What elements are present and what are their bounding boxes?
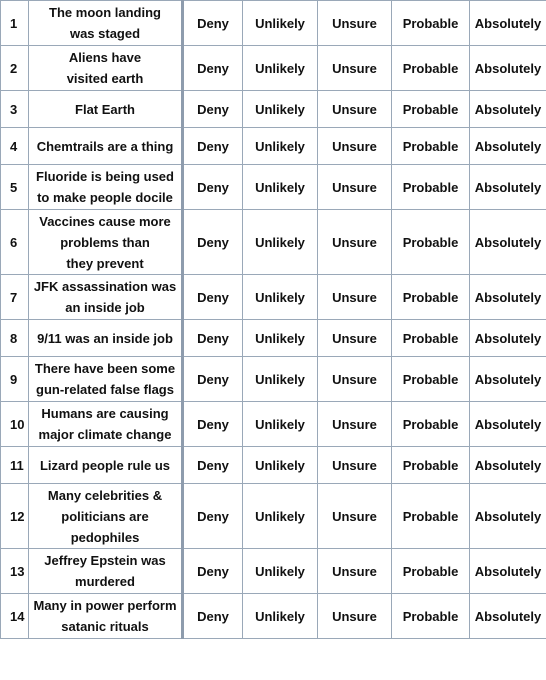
option-absolutely[interactable]: Absolutely xyxy=(470,484,546,549)
option-deny[interactable]: Deny xyxy=(183,549,243,594)
statement-line: gun-related false flags xyxy=(36,382,174,397)
statement-line: Jeffrey Epstein was xyxy=(44,553,166,568)
statement-line: 9/11 was an inside job xyxy=(37,330,173,346)
option-probable[interactable]: Probable xyxy=(392,165,470,210)
option-probable[interactable]: Probable xyxy=(392,320,470,357)
statement-cell xyxy=(29,1,183,46)
option-unsure[interactable]: Unsure xyxy=(318,484,392,549)
option-unlikely[interactable]: Unlikely xyxy=(243,549,318,594)
option-deny[interactable]: Deny xyxy=(183,1,243,46)
option-unlikely[interactable]: Unlikely xyxy=(243,210,318,275)
statement-line: Fluoride is being used xyxy=(36,169,174,184)
option-probable[interactable]: Probable xyxy=(392,46,470,91)
statement-cell xyxy=(29,46,183,91)
statement-cell xyxy=(29,275,183,320)
option-unsure[interactable]: Unsure xyxy=(318,210,392,275)
option-unsure[interactable]: Unsure xyxy=(318,447,392,484)
statement-line: they prevent xyxy=(66,255,144,271)
option-absolutely[interactable]: Absolutely xyxy=(470,402,546,447)
option-deny[interactable]: Deny xyxy=(183,210,243,275)
statement-cell xyxy=(29,165,183,210)
option-unlikely[interactable]: Unlikely xyxy=(243,594,318,639)
table-row xyxy=(1,484,546,549)
option-probable[interactable]: Probable xyxy=(392,549,470,594)
option-unsure[interactable]: Unsure xyxy=(318,357,392,402)
option-probable[interactable]: Probable xyxy=(392,484,470,549)
option-deny[interactable]: Deny xyxy=(183,484,243,549)
option-probable[interactable]: Probable xyxy=(392,1,470,46)
table-row xyxy=(1,128,546,165)
statement-cell xyxy=(29,91,183,128)
option-unsure[interactable]: Unsure xyxy=(318,549,392,594)
option-absolutely[interactable]: Absolutely xyxy=(470,1,546,46)
option-deny[interactable]: Deny xyxy=(183,165,243,210)
table-row xyxy=(1,402,546,447)
row-number: 11 xyxy=(1,447,29,484)
option-unlikely[interactable]: Unlikely xyxy=(243,357,318,402)
statement-line: Many in power perform xyxy=(33,598,177,613)
option-unsure[interactable]: Unsure xyxy=(318,594,392,639)
table-row xyxy=(1,320,546,357)
option-absolutely[interactable]: Absolutely xyxy=(470,275,546,320)
option-absolutely[interactable]: Absolutely xyxy=(470,128,546,165)
statement-line: Lizard people rule us xyxy=(39,457,171,473)
row-number: 1 xyxy=(1,1,29,46)
option-unsure[interactable]: Unsure xyxy=(318,402,392,447)
option-unsure[interactable]: Unsure xyxy=(318,275,392,320)
table-row xyxy=(1,91,546,128)
option-unsure[interactable]: Unsure xyxy=(318,91,392,128)
option-probable[interactable]: Probable xyxy=(392,275,470,320)
option-absolutely[interactable]: Absolutely xyxy=(470,165,546,210)
row-number: 6 xyxy=(1,210,29,275)
option-unlikely[interactable]: Unlikely xyxy=(243,46,318,91)
statement-cell xyxy=(29,594,183,639)
option-deny[interactable]: Deny xyxy=(183,275,243,320)
option-probable[interactable]: Probable xyxy=(392,91,470,128)
table-row xyxy=(1,447,546,484)
table-row xyxy=(1,275,546,320)
statement-line: Many celebrities & xyxy=(47,487,163,503)
statement-line: was staged xyxy=(69,26,141,41)
option-deny[interactable]: Deny xyxy=(183,46,243,91)
option-absolutely[interactable]: Absolutely xyxy=(470,549,546,594)
option-unlikely[interactable]: Unlikely xyxy=(243,91,318,128)
option-deny[interactable]: Deny xyxy=(183,320,243,357)
statement-line: The moon landing xyxy=(49,5,161,20)
statement-line: Vaccines cause more xyxy=(39,213,171,229)
option-probable[interactable]: Probable xyxy=(392,128,470,165)
statement-line: politicians are xyxy=(61,508,149,524)
table-row xyxy=(1,46,546,91)
statement-line: visited earth xyxy=(66,71,144,86)
row-number: 13 xyxy=(1,549,29,594)
option-absolutely[interactable]: Absolutely xyxy=(470,91,546,128)
statement-line: murdered xyxy=(75,574,135,589)
row-number: 10 xyxy=(1,402,29,447)
row-number: 2 xyxy=(1,46,29,91)
option-unlikely[interactable]: Unlikely xyxy=(243,320,318,357)
option-unsure[interactable]: Unsure xyxy=(318,320,392,357)
row-number: 12 xyxy=(1,484,29,549)
option-probable[interactable]: Probable xyxy=(392,210,470,275)
statement-cell xyxy=(29,447,183,484)
statement-cell xyxy=(29,484,183,549)
option-absolutely[interactable]: Absolutely xyxy=(470,320,546,357)
row-number: 5 xyxy=(1,165,29,210)
statement-line: major climate change xyxy=(38,427,172,442)
statement-line: Chemtrails are a thing xyxy=(36,138,174,154)
option-unsure[interactable]: Unsure xyxy=(318,1,392,46)
row-number: 14 xyxy=(1,594,29,639)
option-unlikely[interactable]: Unlikely xyxy=(243,447,318,484)
option-absolutely[interactable]: Absolutely xyxy=(470,447,546,484)
option-unlikely[interactable]: Unlikely xyxy=(243,165,318,210)
statement-line: Humans are causing xyxy=(41,406,169,421)
statement-cell xyxy=(29,128,183,165)
statement-line: problems than xyxy=(60,234,150,250)
statement-cell xyxy=(29,210,183,275)
option-unlikely[interactable]: Unlikely xyxy=(243,275,318,320)
option-unsure[interactable]: Unsure xyxy=(318,128,392,165)
statement-line: satanic rituals xyxy=(61,619,149,634)
statement-line: pedophiles xyxy=(70,529,140,545)
option-absolutely[interactable]: Absolutely xyxy=(470,594,546,639)
table-row xyxy=(1,357,546,402)
statement-cell xyxy=(29,320,183,357)
table-row xyxy=(1,1,546,46)
row-number: 4 xyxy=(1,128,29,165)
row-number: 7 xyxy=(1,275,29,320)
statement-line: to make people docile xyxy=(37,190,173,205)
option-probable[interactable]: Probable xyxy=(392,357,470,402)
table-row xyxy=(1,594,546,639)
option-deny[interactable]: Deny xyxy=(183,357,243,402)
option-deny[interactable]: Deny xyxy=(183,447,243,484)
option-absolutely[interactable]: Absolutely xyxy=(470,46,546,91)
row-number: 3 xyxy=(1,91,29,128)
option-deny[interactable]: Deny xyxy=(183,402,243,447)
table-row xyxy=(1,210,546,275)
option-unlikely[interactable]: Unlikely xyxy=(243,402,318,447)
statement-line: There have been some xyxy=(34,361,176,376)
statement-line: Flat Earth xyxy=(75,101,135,117)
option-deny[interactable]: Deny xyxy=(183,91,243,128)
statement-cell xyxy=(29,357,183,402)
table-row xyxy=(1,165,546,210)
option-probable[interactable]: Probable xyxy=(392,402,470,447)
option-unlikely[interactable]: Unlikely xyxy=(243,128,318,165)
statement-line: an inside job xyxy=(65,300,145,315)
option-absolutely[interactable]: Absolutely xyxy=(470,210,546,275)
option-probable[interactable]: Probable xyxy=(392,447,470,484)
row-number: 9 xyxy=(1,357,29,402)
option-unsure[interactable]: Unsure xyxy=(318,46,392,91)
statement-line: JFK assassination was xyxy=(33,279,177,294)
option-unlikely[interactable]: Unlikely xyxy=(243,1,318,46)
option-deny[interactable]: Deny xyxy=(183,594,243,639)
row-number: 8 xyxy=(1,320,29,357)
option-unlikely[interactable]: Unlikely xyxy=(243,484,318,549)
option-deny[interactable]: Deny xyxy=(183,128,243,165)
table-row xyxy=(1,549,546,594)
option-absolutely[interactable]: Absolutely xyxy=(470,357,546,402)
statement-cell xyxy=(29,402,183,447)
option-probable[interactable]: Probable xyxy=(392,594,470,639)
option-unsure[interactable]: Unsure xyxy=(318,165,392,210)
statement-line: Aliens have xyxy=(68,50,142,65)
statement-cell xyxy=(29,549,183,594)
